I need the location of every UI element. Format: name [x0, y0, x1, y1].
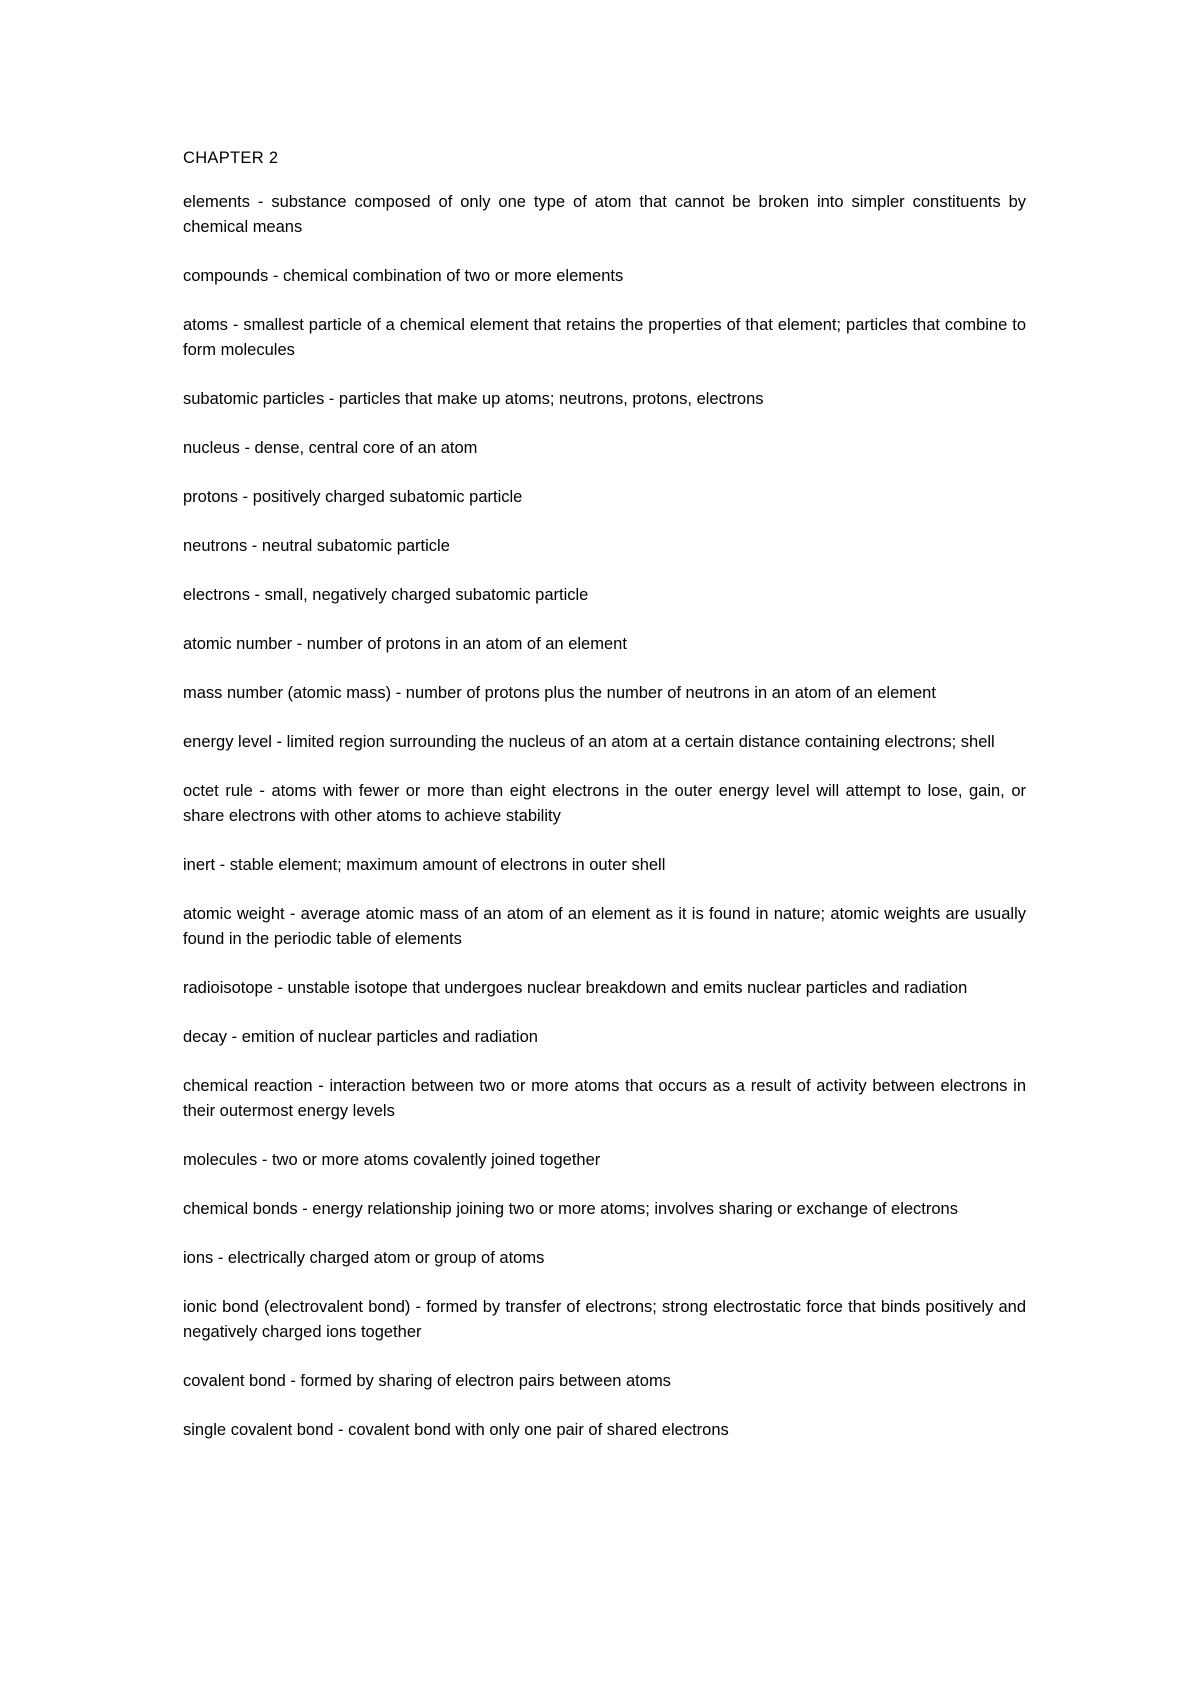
- definition-entry: chemical bonds - energy relationship joining two or more atoms; involves sharing or exchange of electrons: [183, 1200, 958, 1218]
- definition-entry: neutrons - neutral subatomic particle: [183, 537, 450, 555]
- definition-entry: ions - electrically charged atom or group of atoms: [183, 1249, 545, 1267]
- definition-entry: atoms - smallest particle of a chemical element that retains the properties of that element; particles that combine to form molecules: [183, 316, 1026, 359]
- definition-entry: atomic weight - average atomic mass of an atom of an element as it is found in nature; atomic weights are usually found in the periodic table of elements: [183, 905, 1026, 948]
- definition-entry: elements - substance composed of only one type of atom that cannot be broken into simpler constituents by chemical means: [183, 193, 1026, 236]
- definition-entry: electrons - small, negatively charged subatomic particle: [183, 586, 589, 604]
- definition-entry: decay - emition of nuclear particles and radiation: [183, 1028, 538, 1046]
- definition-entry: nucleus - dense, central core of an atom: [183, 439, 478, 457]
- definition-entry: protons - positively charged subatomic particle: [183, 488, 523, 506]
- definition-entry: covalent bond - formed by sharing of electron pairs between atoms: [183, 1372, 671, 1390]
- definition-entry: chemical reaction - interaction between two or more atoms that occurs as a result of activity between electrons in their outermost energy levels: [183, 1077, 1026, 1120]
- definition-entry: single covalent bond - covalent bond with only one pair of shared electrons: [183, 1421, 729, 1439]
- definition-entry: energy level - limited region surrounding the nucleus of an atom at a certain distance containing electrons; shell: [183, 733, 995, 751]
- definition-entry: molecules - two or more atoms covalently joined together: [183, 1151, 601, 1169]
- definition-entry: inert - stable element; maximum amount of electrons in outer shell: [183, 856, 666, 874]
- definition-entry: radioisotope - unstable isotope that undergoes nuclear breakdown and emits nuclear particles and radiation: [183, 979, 968, 997]
- definition-entry: subatomic particles - particles that make up atoms; neutrons, protons, electrons: [183, 390, 764, 408]
- definition-entry: mass number (atomic mass) - number of protons plus the number of neutrons in an atom of an element: [183, 684, 936, 702]
- definition-entry: octet rule - atoms with fewer or more than eight electrons in the outer energy level will attempt to lose, gain, or share electrons with other atoms to achieve stability: [183, 782, 1026, 825]
- definition-entry: compounds - chemical combination of two or more elements: [183, 267, 624, 285]
- chapter-heading: CHAPTER 2: [183, 149, 279, 167]
- page-content: [183, 146, 1026, 1467]
- definition-entry: ionic bond (electrovalent bond) - formed by transfer of electrons; strong electrostatic force that binds positively and negatively charged ions together: [183, 1298, 1026, 1341]
- definition-entry: atomic number - number of protons in an atom of an element: [183, 635, 627, 653]
